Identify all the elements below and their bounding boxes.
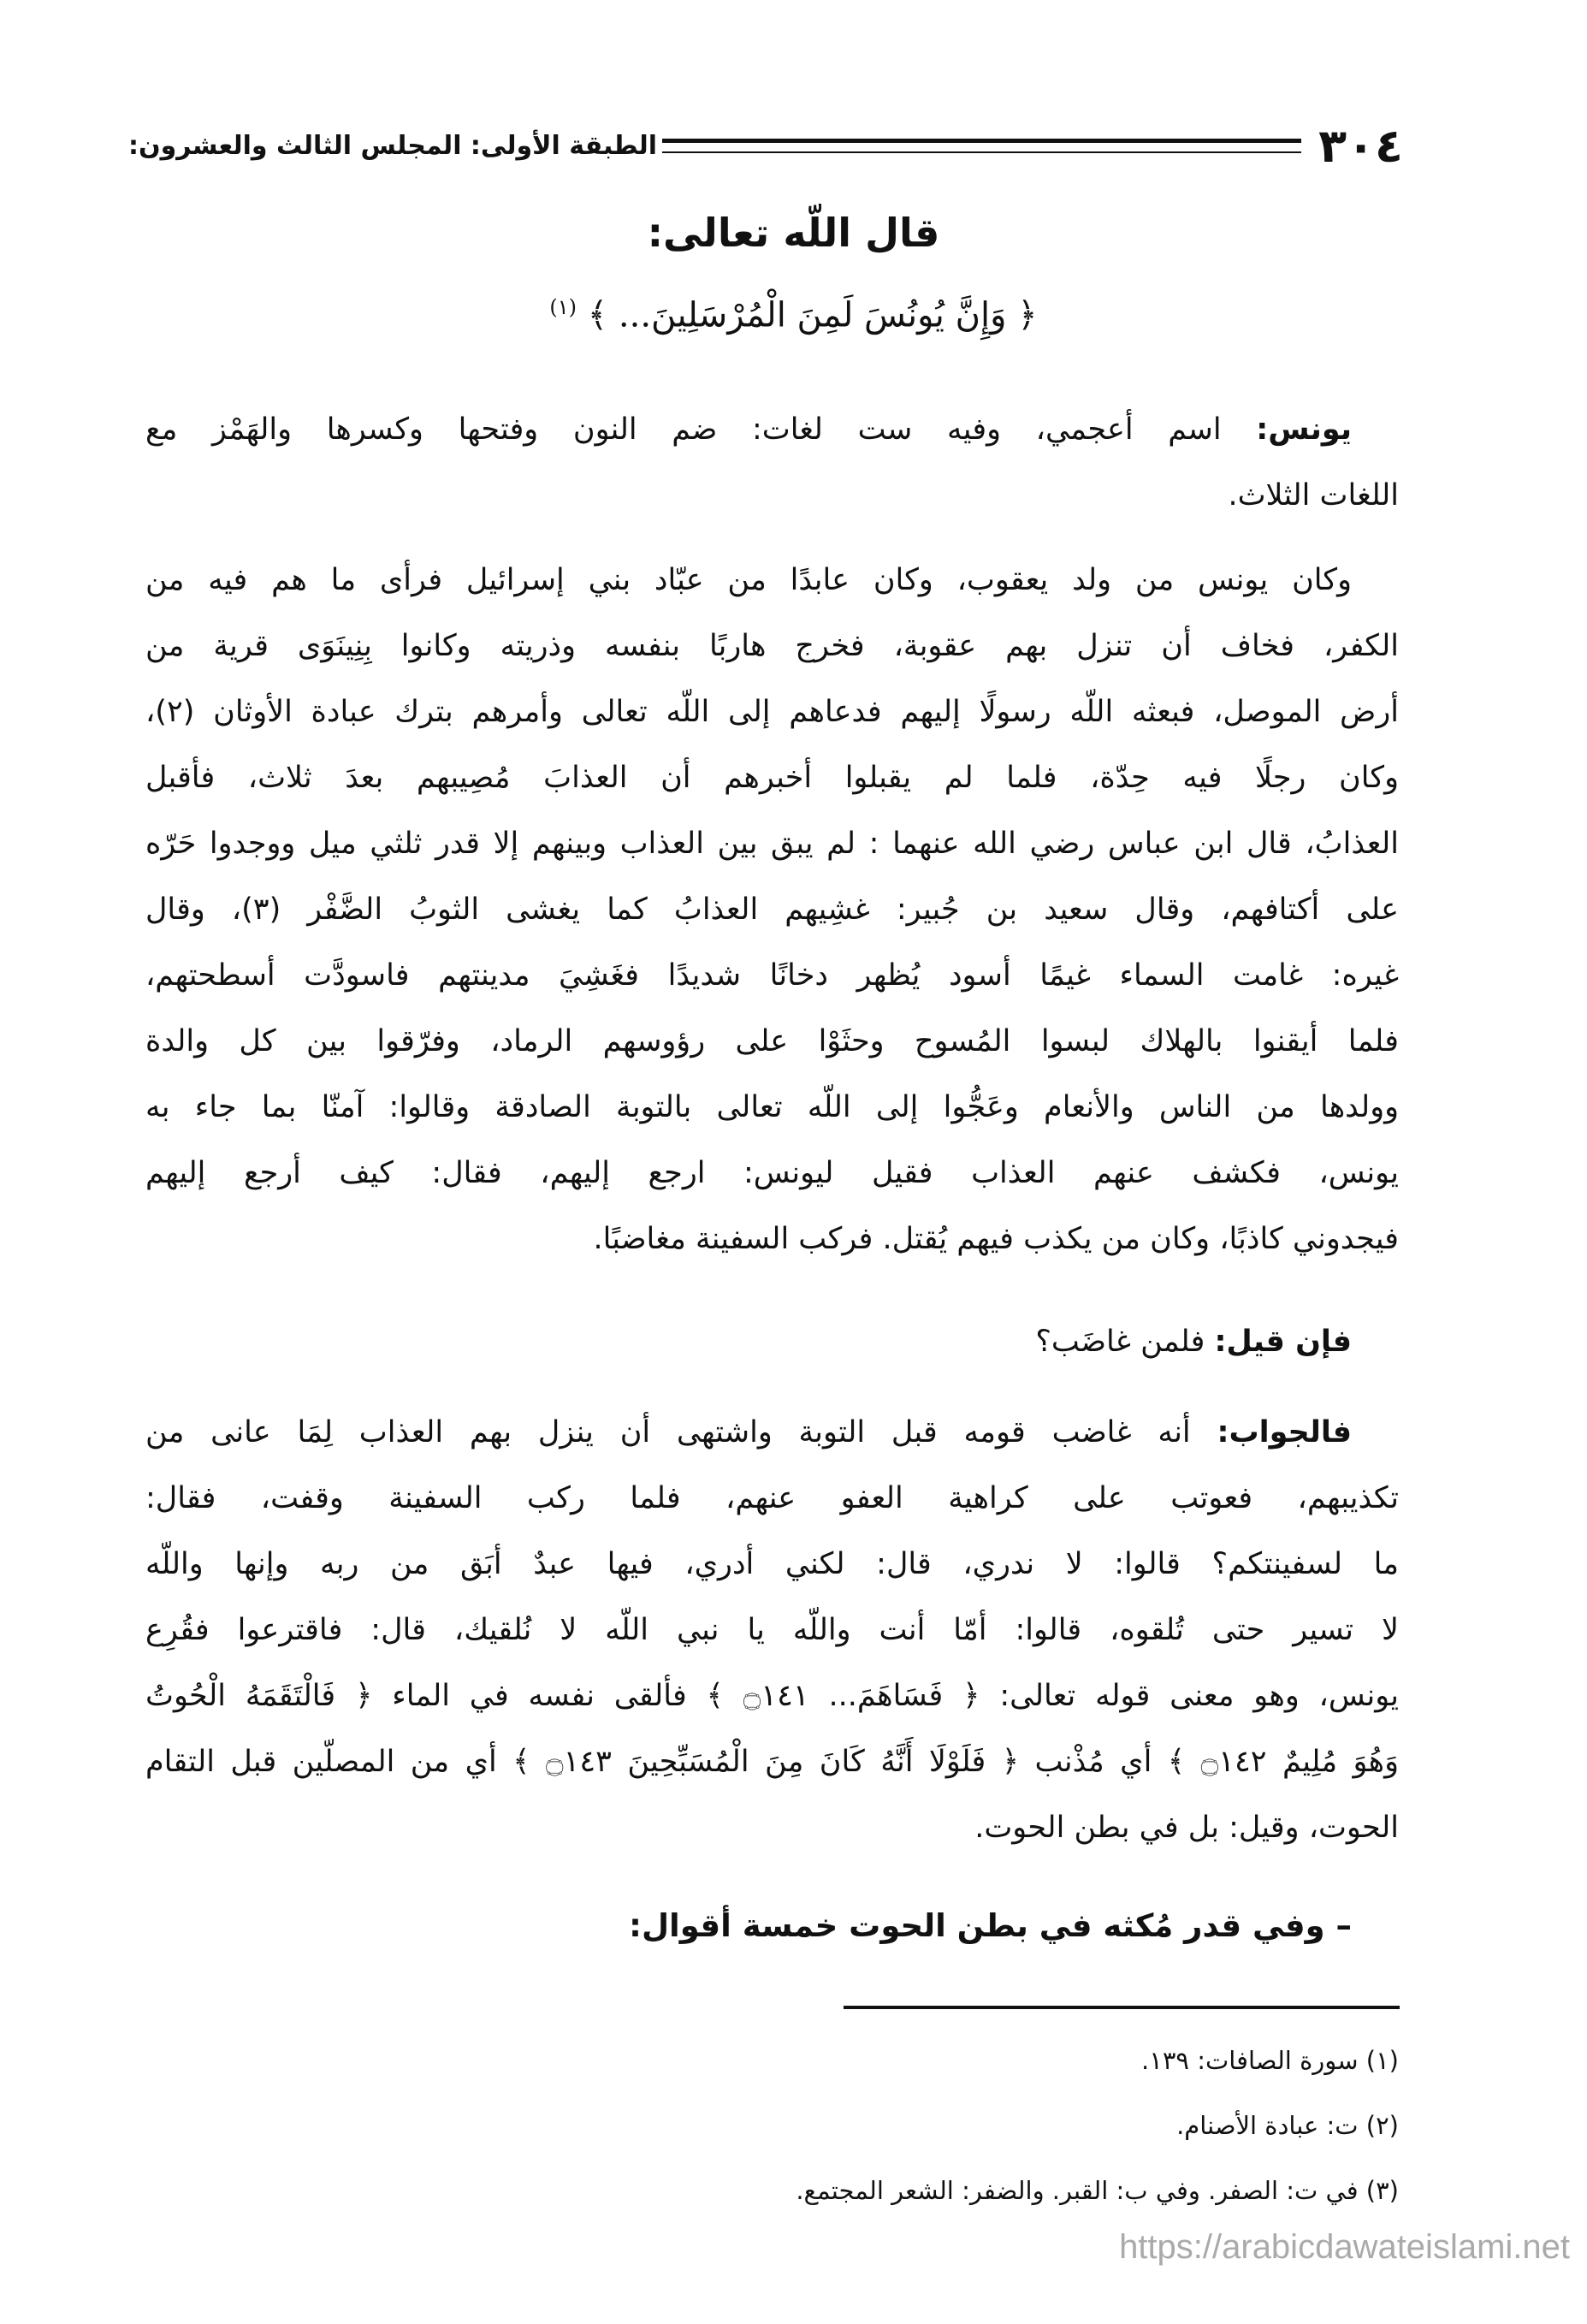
paragraph-story <box>145 548 1399 1272</box>
text-line: العذابُ، قال ابن عباس رضي الله عنهما : لم يبق بين العذاب وبينهم إلا قدر ثلثي ميل ووجدوا حَرّه <box>145 827 1399 861</box>
text-line: فلما أيقنوا بالهلاك لبسوا المُسوح وحثَوْا على رؤوسهم الرماد، وفرّقوا بين كل والدة <box>145 1024 1399 1058</box>
section-title: قال اللّه تعالى: <box>647 210 940 256</box>
text-line: أرض الموصل، فبعثه اللّه رسولًا إليهم فدعاهم إلى اللّه تعالى وأمرهم بترك عبادة الأوثان (٢)، <box>145 695 1399 729</box>
page-number: ٣٠٤ <box>1318 118 1403 173</box>
paragraph-yunus-name <box>145 397 1399 529</box>
text-line: يونس، وهو معنى قوله تعالى: ﴿ فَسَاهَمَ... ۝١٤١ ﴾ فألقى نفسه في الماء ﴿ فَالْتَقَمَهُ الْحُوتُ <box>145 1679 1400 1713</box>
text-line: يونس، فكشف عنهم العذاب فقيل ليونس: ارجع إليهم، فقال: كيف أرجع إليهم <box>145 1156 1399 1190</box>
text-line: الكفر، فخاف أن تنزل بهم عقوبة، فخرج هاربًا بنفسه وذريته وكانوا بِنِينَوَى قرية من <box>145 629 1399 663</box>
text-line: وولدها من الناس والأنعام وعَجُّوا إلى اللّه تعالى بالتوبة الصادقة وقالوا: آمنّا بما جاء به <box>145 1090 1399 1124</box>
text-line: الحوت، وقيل: بل في بطن الحوت. <box>974 1811 1399 1845</box>
text-line: وَهُوَ مُلِيمٌ ۝١٤٢ ﴾ أي مُذْنب ﴿ فَلَوْلَا أَنَّهُ كَانَ مِنَ الْمُسَبِّحِينَ ۝١٤٣ ﴾ أي من المصلّين قبل التقام <box>145 1745 1399 1779</box>
verse-text: ﴿ وَإِنَّ يُونُسَ لَمِنَ الْمُرْسَلِينَ... ﴾ <box>587 295 1038 335</box>
paragraph-answer <box>145 1400 1399 1861</box>
line-text: اسم أعجمي، وفيه ست لغات: ضم النون وفتحها وكسرها والهَمْز مع <box>145 412 1257 447</box>
text-line: على أكتافهم، وقال سعيد بن جُبير: غشِيهم العذابُ كما يغشى الثوبُ الضَّفْر (٣)، وقال <box>145 892 1399 927</box>
text-line <box>145 1309 1399 1375</box>
lead-term: يونس: <box>1256 412 1352 447</box>
footnote-divider <box>844 2006 1400 2009</box>
footnote-ref: (١) <box>549 295 577 319</box>
quran-verse <box>0 295 1587 335</box>
watermark-url: https://arabicdawateislami.net <box>1119 2228 1570 2266</box>
text-line: وكان رجلًا فيه حِدّة، فلما لم يقبلوا أخبرهم أن العذابَ مُصِيبهم بعدَ ثلاث، فأقبل <box>145 761 1399 795</box>
text-line <box>145 397 1399 463</box>
footnote-1: (١) سورة الصافات: ١٣٩. <box>1141 2046 1399 2075</box>
lead-term: فإن قيل: <box>1214 1325 1352 1359</box>
text-line: اللغات الثلاث. <box>1228 478 1399 513</box>
line-text: فلمن غاضَب؟ <box>1035 1325 1215 1359</box>
text-line <box>145 1400 1399 1466</box>
text-line: لا تسير حتى تُلقوه، قالوا: أمّا أنت واللّه يا نبي اللّه لا نُلقيك، قال: فاقترعوا فقُرِع <box>145 1613 1399 1647</box>
heading-text: – وفي قدر مُكثه في بطن الحوت خمسة أقوال: <box>629 1907 1352 1944</box>
footnotes <box>145 2036 1399 2232</box>
subsection-heading <box>145 1893 1399 1959</box>
text-line: فيجدوني كاذبًا، وكان من يكذب فيهم يُقتل. فركب السفينة مغاضبًا. <box>593 1222 1399 1256</box>
lead-term: فالجواب: <box>1217 1415 1352 1450</box>
footnote-3: (٣) في ت: الصفر. وفي ب: القبر. والضفر: الشعر المجتمع. <box>796 2176 1399 2205</box>
header-rule <box>662 139 1301 153</box>
page-header <box>128 120 1403 171</box>
text-line: وكان يونس من ولد يعقوب، وكان عابدًا من عبّاد بني إسرائيل فرأى ما هم فيه من <box>145 563 1352 597</box>
running-title: الطبقة الأولى: المجلس الثالث والعشرون: <box>128 130 658 161</box>
text-line: غيره: غامت السماء غيمًا أسود يُظهر دخانًا شديدًا فغَشِيَ مدينتهم فاسودَّت أسطحتهم، <box>145 958 1399 993</box>
footnote-2: (٢) ت: عبادة الأصنام. <box>1176 2111 1399 2140</box>
text-line: ما لسفينتكم؟ قالوا: لا ندري، قال: لكني أدري، فيها عبدٌ أبَق من ربه وإنها واللّه <box>145 1547 1399 1581</box>
text-line: تكذيبهم، فعوتب على كراهية العفو عنهم، فلما ركب السفينة وقفت، فقال: <box>145 1481 1399 1515</box>
question <box>145 1309 1399 1375</box>
line-text: أنه غاضب قومه قبل التوبة واشتهى أن ينزل بهم العذاب لِمَا عانى من <box>145 1415 1217 1450</box>
